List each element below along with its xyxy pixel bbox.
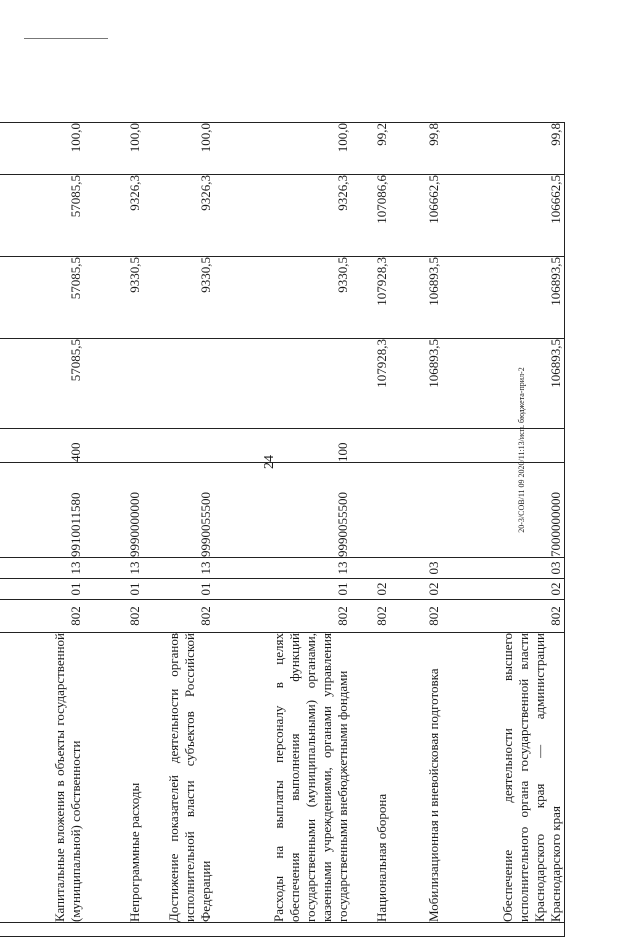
section-code: 01 <box>84 579 143 600</box>
row-index-cell <box>214 923 351 937</box>
table-row <box>84 123 143 937</box>
expense-type-code <box>143 429 214 463</box>
expense-type-code <box>351 429 390 463</box>
execution-percent: 100,0 <box>0 123 84 175</box>
table-row <box>351 123 390 937</box>
section-code: 02 <box>351 579 390 600</box>
approved-amount <box>214 339 351 429</box>
budget-amount: 57085,5 <box>0 257 84 339</box>
executed-amount: 9326,3 <box>143 175 214 257</box>
table-row <box>214 123 351 937</box>
table-row <box>0 123 84 937</box>
budget-table <box>0 122 565 937</box>
section-code: 02 <box>442 579 565 600</box>
executed-amount: 9326,3 <box>214 175 351 257</box>
approved-amount <box>84 339 143 429</box>
budget-amount: 107928,3 <box>351 257 390 339</box>
budget-amount: 106893,5 <box>442 257 565 339</box>
section-code: 01 <box>143 579 214 600</box>
row-index-cell <box>442 923 565 937</box>
expense-name: Национальная оборона <box>351 633 390 923</box>
execution-percent: 99,2 <box>351 123 390 175</box>
expense-name: Капитальные вложения в объекты государственной (муниципальной) собственности <box>0 633 84 923</box>
section-code: 01 <box>214 579 351 600</box>
row-index-cell <box>143 923 214 937</box>
scan-edge-line <box>24 38 108 39</box>
ministry-code: 802 <box>214 600 351 633</box>
row-index-cell <box>84 923 143 937</box>
expense-type-code: 100 <box>214 429 351 463</box>
budget-amount: 9330,5 <box>84 257 143 339</box>
approved-amount: 106893,5 <box>442 339 565 429</box>
budget-amount: 106893,5 <box>390 257 442 339</box>
row-index-cell <box>390 923 442 937</box>
budget-amount: 9330,5 <box>214 257 351 339</box>
subsection-code: 13 <box>143 558 214 579</box>
expense-type-code <box>390 429 442 463</box>
expense-type-code <box>442 429 565 463</box>
expense-type-code: 400 <box>0 429 84 463</box>
target-article-code <box>351 463 390 558</box>
side-note: 20-3/СОВ/11 09 2020/11:13/исп. бюджета-прил-2 <box>517 367 526 533</box>
executed-amount: 57085,5 <box>0 175 84 257</box>
execution-percent: 100,0 <box>143 123 214 175</box>
executed-amount: 107086,6 <box>351 175 390 257</box>
expense-name: Расходы на выплаты персоналу в целях обеспечения выполнения функций государственными (муниципальными) органами, казенными учреждениями, органами управления государственными внебюджетными фондами <box>214 633 351 923</box>
target-article-code: 9990055500 <box>143 463 214 558</box>
subsection-code: 03 <box>390 558 442 579</box>
row-index-cell <box>351 923 390 937</box>
ministry-code: 802 <box>390 600 442 633</box>
approved-amount: 107928,3 <box>351 339 390 429</box>
section-code: 02 <box>390 579 442 600</box>
target-article-code <box>390 463 442 558</box>
page-number: 24 <box>262 455 277 469</box>
approved-amount <box>143 339 214 429</box>
subsection-code: 13 <box>0 558 84 579</box>
expense-name: Обеспечение деятельности высшего исполнительного органа государственной власти Краснодарского края — администрации Краснодарского края <box>442 633 565 923</box>
budget-amount: 9330,5 <box>143 257 214 339</box>
execution-percent: 100,0 <box>214 123 351 175</box>
ministry-code: 802 <box>143 600 214 633</box>
target-article-code: 9990055500 <box>214 463 351 558</box>
target-article-code: 9990000000 <box>84 463 143 558</box>
table-row <box>442 123 565 937</box>
execution-percent: 100,0 <box>84 123 143 175</box>
expense-name: Достижение показателей деятельности органов исполнительной власти субъектов Российской Федерации <box>143 633 214 923</box>
execution-percent: 99,8 <box>390 123 442 175</box>
table-row <box>390 123 442 937</box>
section-code: 01 <box>0 579 84 600</box>
expense-name: Непрограммные расходы <box>84 633 143 923</box>
executed-amount: 106662,5 <box>390 175 442 257</box>
subsection-code: 13 <box>84 558 143 579</box>
approved-amount: 106893,5 <box>390 339 442 429</box>
execution-percent: 99,8 <box>442 123 565 175</box>
approved-amount: 57085,5 <box>0 339 84 429</box>
subsection-code: 13 <box>214 558 351 579</box>
row-index-cell <box>0 923 84 937</box>
ministry-code: 802 <box>442 600 565 633</box>
executed-amount: 106662,5 <box>442 175 565 257</box>
target-article-code: 7000000000 <box>442 463 565 558</box>
subsection-code: 03 <box>442 558 565 579</box>
expense-type-code <box>84 429 143 463</box>
executed-amount: 9326,3 <box>84 175 143 257</box>
ministry-code: 802 <box>84 600 143 633</box>
ministry-code: 802 <box>351 600 390 633</box>
expense-name: Мобилизационная и вневойсковая подготовка <box>390 633 442 923</box>
subsection-code <box>351 558 390 579</box>
ministry-code: 802 <box>0 600 84 633</box>
table-row <box>143 123 214 937</box>
target-article-code: 9910011580 <box>0 463 84 558</box>
